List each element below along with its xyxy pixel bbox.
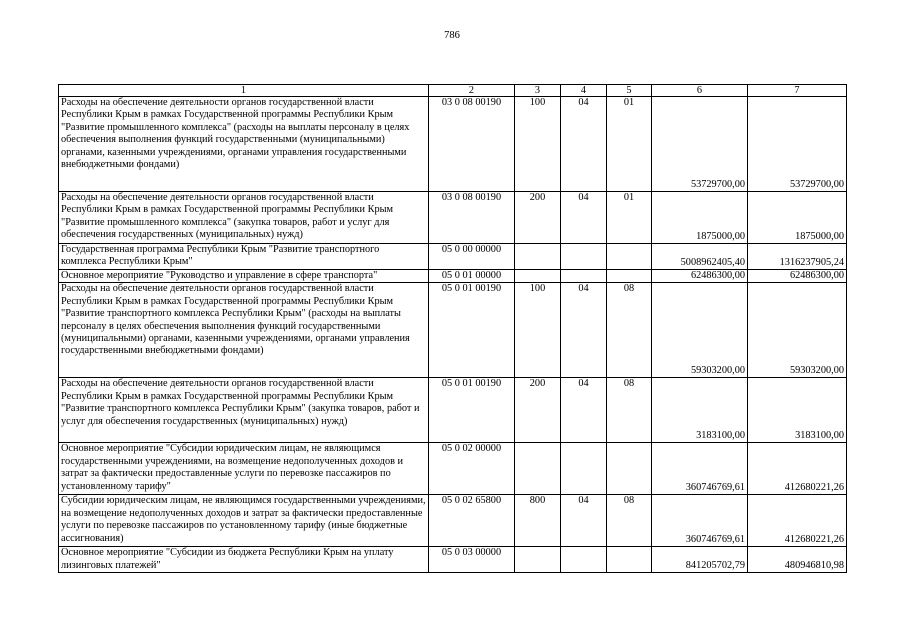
row-section: 04	[561, 192, 607, 244]
header-col-7: 7	[748, 85, 847, 97]
row-subsection: 08	[607, 495, 652, 547]
row-expense-type: 100	[515, 97, 561, 192]
row-section: 04	[561, 495, 607, 547]
row-name: Расходы на обеспечение деятельности органов государственной власти Республики Крым в рамках Государственной программы Республики Крым "Развитие промышленного комплекса" (расходы на выплаты персоналу в целях обеспечения выполнения функций государственными (муниципальными) органами, казенными учреждениями, органами управления государственными внебюджетными фондами)	[59, 97, 429, 192]
row-amount-2: 412680221,26	[748, 443, 847, 495]
row-section: 04	[561, 283, 607, 378]
page-number: 786	[444, 30, 460, 41]
row-section	[561, 443, 607, 495]
row-amount-1: 59303200,00	[652, 283, 748, 378]
row-subsection: 08	[607, 378, 652, 443]
header-row	[59, 85, 847, 97]
table-row	[59, 97, 847, 192]
row-subsection	[607, 443, 652, 495]
header-col-5: 5	[607, 85, 652, 97]
row-expense-type: 100	[515, 283, 561, 378]
row-amount-2: 480946810,98	[748, 547, 847, 573]
row-amount-1: 53729700,00	[652, 97, 748, 192]
row-section: 04	[561, 97, 607, 192]
row-amount-1: 841205702,79	[652, 547, 748, 573]
row-name: Субсидии юридическим лицам, не являющимся государственными учреждениями, на возмещение недополученных доходов и затрат за фактически предоставленные услуги по перевозке пассажиров по установленному тарифу (иные бюджетные ассигнования)	[59, 495, 429, 547]
row-amount-1: 360746769,61	[652, 443, 748, 495]
row-amount-1: 62486300,00	[652, 270, 748, 283]
row-expense-type: 200	[515, 378, 561, 443]
row-amount-1: 1875000,00	[652, 192, 748, 244]
row-amount-1: 5008962405,40	[652, 244, 748, 270]
row-name: Государственная программа Республики Крым "Развитие транспортного комплекса Республики Крым"	[59, 244, 429, 270]
row-target-code: 05 0 01 00190	[429, 283, 515, 378]
row-subsection	[607, 270, 652, 283]
row-amount-2: 1316237905,24	[748, 244, 847, 270]
row-amount-2: 1875000,00	[748, 192, 847, 244]
table-row	[59, 270, 847, 283]
budget-table	[58, 84, 847, 573]
row-name: Расходы на обеспечение деятельности органов государственной власти Республики Крым в рамках Государственной программы Республики Крым "Развитие промышленного комплекса" (закупка товаров, работ и услуг для обеспечения государственных (муниципальных) нужд)	[59, 192, 429, 244]
table-row	[59, 192, 847, 244]
row-name: Основное мероприятие "Руководство и управление в сфере транспорта"	[59, 270, 429, 283]
row-amount-2: 59303200,00	[748, 283, 847, 378]
row-name: Основное мероприятие "Субсидии из бюджета Республики Крым на уплату лизинговых платежей"	[59, 547, 429, 573]
row-expense-type	[515, 244, 561, 270]
row-subsection	[607, 547, 652, 573]
row-name: Расходы на обеспечение деятельности органов государственной власти Республики Крым в рамках Государственной программы Республики Крым "Развитие транспортного комплекса Республики Крым" (расходы на выплаты персоналу в целях обеспечения выполнения функций государственными (муниципальными) органами, казенными учреждениями, органами управления государственными внебюджетными фондами)	[59, 283, 429, 378]
row-amount-1: 3183100,00	[652, 378, 748, 443]
row-section: 04	[561, 378, 607, 443]
row-target-code: 03 0 08 00190	[429, 192, 515, 244]
table-row	[59, 244, 847, 270]
row-subsection: 01	[607, 192, 652, 244]
row-expense-type	[515, 547, 561, 573]
table-row	[59, 283, 847, 378]
row-amount-1: 360746769,61	[652, 495, 748, 547]
row-target-code: 05 0 01 00000	[429, 270, 515, 283]
row-subsection	[607, 244, 652, 270]
header-col-4: 4	[561, 85, 607, 97]
row-amount-2: 53729700,00	[748, 97, 847, 192]
row-target-code: 05 0 00 00000	[429, 244, 515, 270]
row-target-code: 05 0 02 65800	[429, 495, 515, 547]
row-expense-type	[515, 443, 561, 495]
table-row	[59, 495, 847, 547]
row-subsection: 01	[607, 97, 652, 192]
row-expense-type	[515, 270, 561, 283]
header-col-2: 2	[429, 85, 515, 97]
row-expense-type: 800	[515, 495, 561, 547]
row-amount-2: 3183100,00	[748, 378, 847, 443]
table-row	[59, 443, 847, 495]
header-col-6: 6	[652, 85, 748, 97]
row-amount-2: 412680221,26	[748, 495, 847, 547]
row-target-code: 03 0 08 00190	[429, 97, 515, 192]
row-amount-2: 62486300,00	[748, 270, 847, 283]
row-name: Расходы на обеспечение деятельности органов государственной власти Республики Крым в рамках Государственной программы Республики Крым "Развитие транспортного комплекса Республики Крым" (закупка товаров, работ и услуг для обеспечения государственных (муниципальных) нужд)	[59, 378, 429, 443]
row-target-code: 05 0 03 00000	[429, 547, 515, 573]
row-target-code: 05 0 02 00000	[429, 443, 515, 495]
row-section	[561, 547, 607, 573]
row-expense-type: 200	[515, 192, 561, 244]
row-name: Основное мероприятие "Субсидии юридическим лицам, не являющимся государственными учреждениями, на возмещение недополученных доходов и затрат за фактически предоставленные услуги по перевозке пассажиров по установленному тарифу"	[59, 443, 429, 495]
table-row	[59, 378, 847, 443]
row-section	[561, 244, 607, 270]
row-subsection: 08	[607, 283, 652, 378]
row-target-code: 05 0 01 00190	[429, 378, 515, 443]
header-col-3: 3	[515, 85, 561, 97]
header-col-1: 1	[59, 85, 429, 97]
row-section	[561, 270, 607, 283]
table-row	[59, 547, 847, 573]
